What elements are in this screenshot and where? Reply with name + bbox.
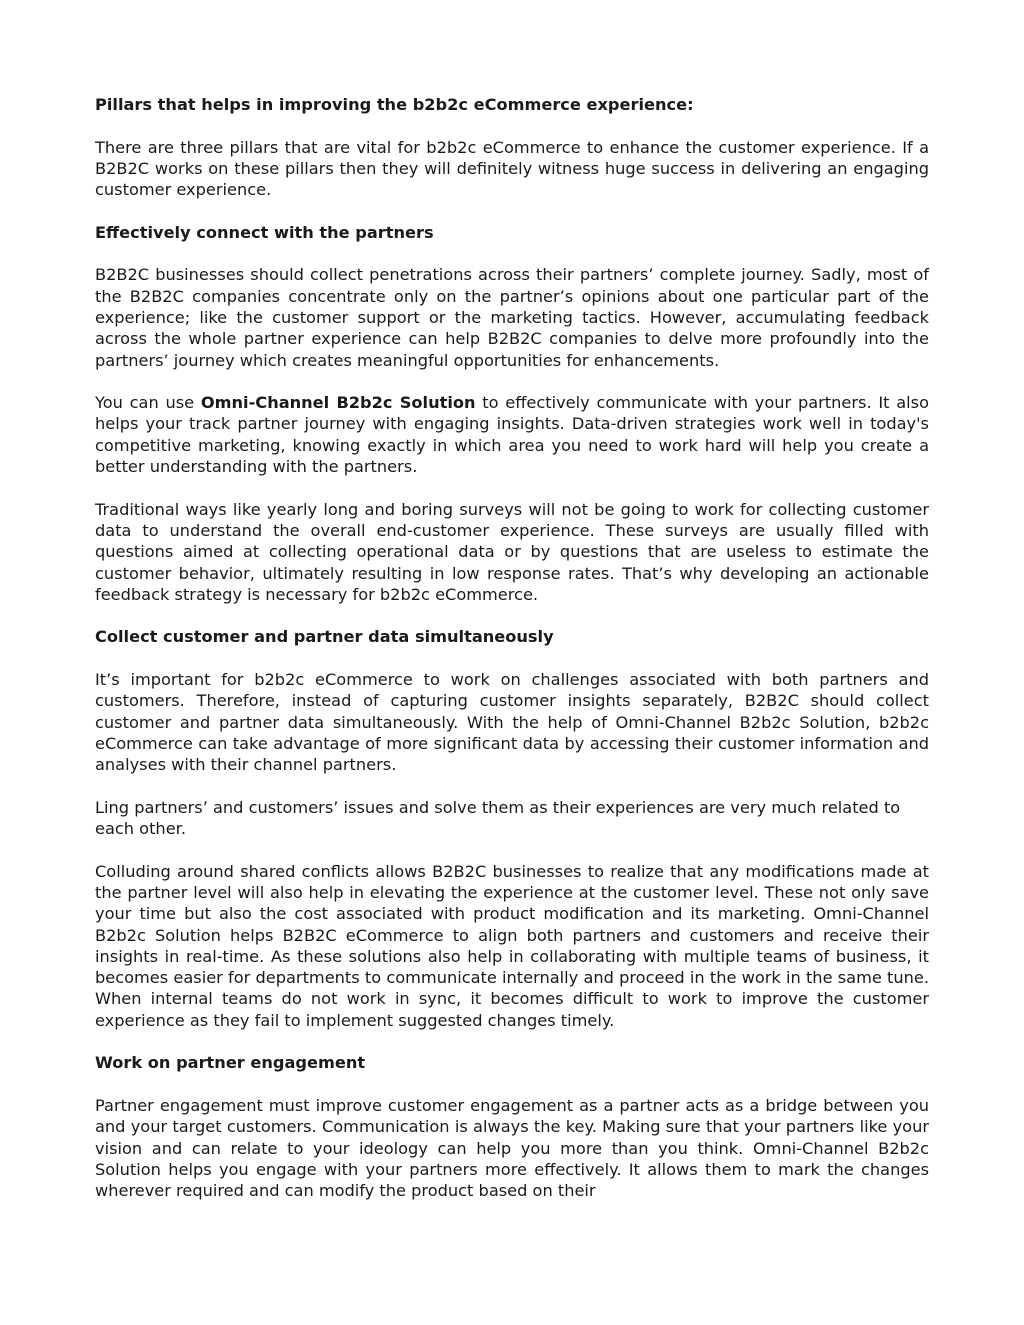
document-page (95, 94, 929, 1223)
paragraph-partner-engagement: Partner engagement must improve customer engagement as a partner acts as a bridge between you and your target customers. Communication is always the key. Making sure that your partners like your vision and can relate to your ideology can help you more than you think. Omni-Channel B2b2c Solution helps you engage with your partners more effectively. It allows them to mark the changes wherever required and can modify the product based on their (95, 1095, 929, 1201)
section-heading-pillars: Pillars that helps in improving the b2b2c eCommerce experience: (95, 95, 694, 114)
paragraph-challenges: It’s important for b2b2c eCommerce to work on challenges associated with both partners and customers. Therefore, instead of capturing customer insights separately, B2B2C should collect customer and partner data simultaneously. With the help of Omni-Channel B2b2c Solution, b2b2c eCommerce can take advantage of more significant data by accessing their customer information and analyses with their channel partners. (95, 670, 929, 775)
paragraph-omni-channel-use (95, 392, 929, 477)
omni-channel-solution-term: Omni-Channel B2b2c Solution (200, 393, 476, 413)
paragraph-partner-journey: B2B2C businesses should collect penetrations across their partners’ complete journey. Sadly, most of the B2B2C companies concentrate only on the partner’s opinions about one particular part of the experience; like the customer support or the marketing tactics. However, accumulating feedback across the whole partner experience can help B2B2C companies to delve more profoundly into the partners’ journey which creates meaningful opportunities for enhancements. (95, 265, 929, 370)
rich-text-before: You can use (95, 393, 201, 413)
paragraph-intro: There are three pillars that are vital for b2b2c eCommerce to enhance the customer experience. If a B2B2C works on these pillars then they will definitely witness huge success in delivering an engaging customer experience. (95, 137, 929, 200)
paragraph-colluding: Colluding around shared conflicts allows B2B2C businesses to realize that any modifications made at the partner level will also help in elevating the experience at the customer level. These not only save your time but also the cost associated with product modification and its marketing. Omni-Channel B2b2c Solution helps B2B2C eCommerce to align both partners and customers and receive their insights in real-time. As these solutions also help in collaborating with multiple teams of business, it becomes easier for departments to communicate internally and proceed in the work in the same tune. When internal teams do not work in sync, it becomes difficult to work to improve the customer experience as they fail to implement suggested changes timely. (95, 861, 929, 1030)
section-heading-partner-engagement: Work on partner engagement (95, 1053, 366, 1073)
section-heading-connect-partners: Effectively connect with the partners (95, 222, 434, 242)
paragraph-ling-partners: Ling partners’ and customers’ issues and solve them as their experiences are very much related to each other. (95, 797, 901, 839)
paragraph-traditional-surveys: Traditional ways like yearly long and boring surveys will not be going to work for collecting customer data to understand the overall end-customer experience. These surveys are usually filled with questions aimed at collecting operational data or by questions that are useless to estimate the customer behavior, ultimately resulting in low response rates. That’s why developing an actionable feedback strategy is necessary for b2b2c eCommerce. (95, 499, 929, 604)
rich-text-after: to effectively communicate with your partners. It also helps your track partner journey with engaging insights. Data-driven strategies work well in today's competitive marketing, knowing exactly in which area you need to work hard will help you create a better understanding with the partners. (95, 393, 929, 477)
section-heading-collect-data: Collect customer and partner data simultaneously (95, 627, 554, 647)
